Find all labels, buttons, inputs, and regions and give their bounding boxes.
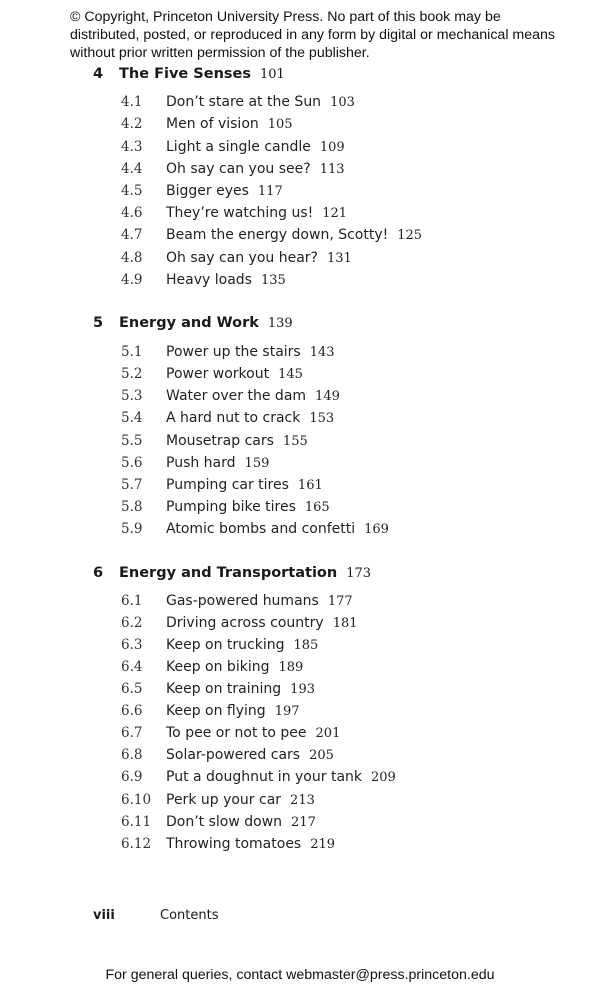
section-number: 6.8 [121,747,143,763]
chapter-heading [93,315,293,331]
toc-entry [121,205,347,221]
section-title: Light a single candle [166,139,311,155]
section-title: Power up the stairs [166,344,301,360]
section-number: 6.9 [121,769,143,785]
toc-entry [121,139,345,155]
section-page: 121 [322,206,348,221]
toc-entry [121,94,355,110]
section-page: 131 [326,251,352,266]
toc-entry [121,792,315,808]
section-page: 169 [364,522,389,537]
toc-entry [121,725,340,741]
section-number: 6.3 [121,637,143,653]
section-title: Pumping car tires [166,477,289,493]
section-title: Solar-powered cars [166,747,301,763]
running-head: Contents [160,908,219,923]
chapter-page: 139 [267,316,293,331]
section-title: Beam the energy down, Scotty! [166,227,389,243]
section-page: 125 [397,228,423,243]
section-page: 209 [371,770,396,785]
section-title: Gas-powered humans [166,593,319,609]
section-title: A hard nut to crack [166,410,301,426]
toc-entry [121,499,330,515]
section-title: Oh say can you see? [166,161,311,177]
section-number: 4.3 [121,139,143,155]
section-number: 6.2 [121,615,143,631]
section-page: 105 [267,117,293,132]
toc-entry [121,161,345,177]
toc-entry [121,388,340,404]
toc-entry [121,250,352,266]
section-number: 6.7 [121,725,143,741]
section-number: 5.7 [121,477,143,493]
section-title: Power workout [166,366,270,382]
toc-entry [121,183,283,199]
section-title: Put a doughnut in your tank [166,769,362,785]
section-number: 6.4 [121,659,143,675]
section-page: 117 [257,184,283,199]
section-title: Push hard [166,455,236,471]
section-title: Throwing tomatoes [166,836,302,852]
section-page: 217 [291,815,316,830]
section-page: 149 [315,389,340,404]
section-number: 4.6 [121,205,143,221]
section-title: Keep on trucking [166,637,285,653]
section-title: Oh say can you hear? [166,250,318,266]
toc-entry [121,593,353,609]
section-number: 4.1 [121,94,143,110]
page-number: viii [93,908,115,923]
toc-entry [121,116,293,132]
section-number: 6.1 [121,593,143,609]
section-page: 189 [278,660,304,675]
section-number: 4.9 [121,272,143,288]
chapter-number: 6 [93,565,104,581]
chapter-title: Energy and Transportation [119,565,338,581]
toc-entry [121,272,286,288]
section-page: 145 [278,367,303,382]
toc-entry [121,703,300,719]
section-page: 197 [274,704,300,719]
section-title: Atomic bombs and confetti [166,521,356,537]
toc-entry [121,521,389,537]
section-page: 103 [330,95,355,110]
section-number: 5.5 [121,433,143,449]
section-page: 161 [297,478,323,493]
toc-entry [121,433,308,449]
chapter-number: 5 [93,315,104,331]
section-number: 5.2 [121,366,143,382]
section-page: 213 [290,793,315,808]
section-title: Keep on biking [166,659,270,675]
chapter-number: 4 [93,66,104,82]
chapter-title: The Five Senses [119,66,252,82]
section-page: 185 [293,638,319,653]
section-page: 143 [309,345,335,360]
section-title: Driving across country [166,615,324,631]
toc-entry [121,227,422,243]
toc-entry [121,769,396,785]
section-page: 113 [319,162,345,177]
section-page: 159 [244,456,270,471]
section-title: Keep on flying [166,703,266,719]
section-number: 5.1 [121,344,143,360]
section-number: 5.4 [121,410,143,426]
section-page: 165 [304,500,330,515]
section-title: Don’t stare at the Sun [166,94,322,110]
section-number: 5.3 [121,388,143,404]
toc-entry [121,344,335,360]
section-page: 201 [315,726,341,741]
section-title: Perk up your car [166,792,282,808]
section-title: Heavy loads [166,272,252,288]
section-number: 5.8 [121,499,143,515]
section-title: Bigger eyes [166,183,249,199]
section-number: 6.12 [121,836,152,852]
section-title: They’re watching us! [166,205,314,221]
section-title: To pee or not to pee [166,725,307,741]
section-title: Pumping bike tires [166,499,296,515]
section-page: 181 [332,616,358,631]
section-title: Don’t slow down [166,814,283,830]
footer-contact: For general queries, contact webmaster@press.princeton.edu [105,967,495,983]
section-page: 155 [282,434,308,449]
toc-entry [121,615,358,631]
chapter-title: Energy and Work [119,315,259,331]
section-title: Water over the dam [166,388,307,404]
toc-entry [121,477,323,493]
toc-entry [121,814,316,830]
toc-entry [121,455,269,471]
section-page: 135 [260,273,286,288]
section-title: Mousetrap cars [166,433,274,449]
section-page: 193 [290,682,315,697]
section-title: Men of vision [166,116,259,132]
section-page: 205 [309,748,334,763]
toc-entry [121,410,334,426]
section-number: 4.4 [121,161,143,177]
section-page: 177 [327,594,353,609]
toc-entry [121,681,315,697]
toc-entry [121,747,334,763]
section-number: 6.5 [121,681,143,697]
section-number: 5.6 [121,455,143,471]
section-page: 153 [309,411,335,426]
section-page: 219 [310,837,336,852]
section-number: 5.9 [121,521,143,537]
copyright-notice: © Copyright, Princeton University Press. No part of this book may be distributed, posted, or reproduced in any form by digital or mechanical means without prior written permission of the publisher. [70,9,555,61]
chapter-heading [93,565,371,581]
section-number: 6.11 [121,814,152,830]
section-number: 6.6 [121,703,143,719]
toc-entry [121,836,335,852]
section-number: 4.7 [121,227,143,243]
page-folio [93,908,218,923]
toc-entry [121,637,318,653]
chapter-page: 173 [346,566,372,581]
section-number: 6.10 [121,792,152,808]
section-number: 4.8 [121,250,143,266]
section-number: 4.5 [121,183,143,199]
section-number: 4.2 [121,116,143,132]
section-title: Keep on training [166,681,282,697]
toc-entry [121,659,303,675]
chapter-page: 101 [260,67,285,82]
section-page: 109 [319,140,345,155]
toc-entry [121,366,303,382]
chapter-heading [93,66,285,82]
